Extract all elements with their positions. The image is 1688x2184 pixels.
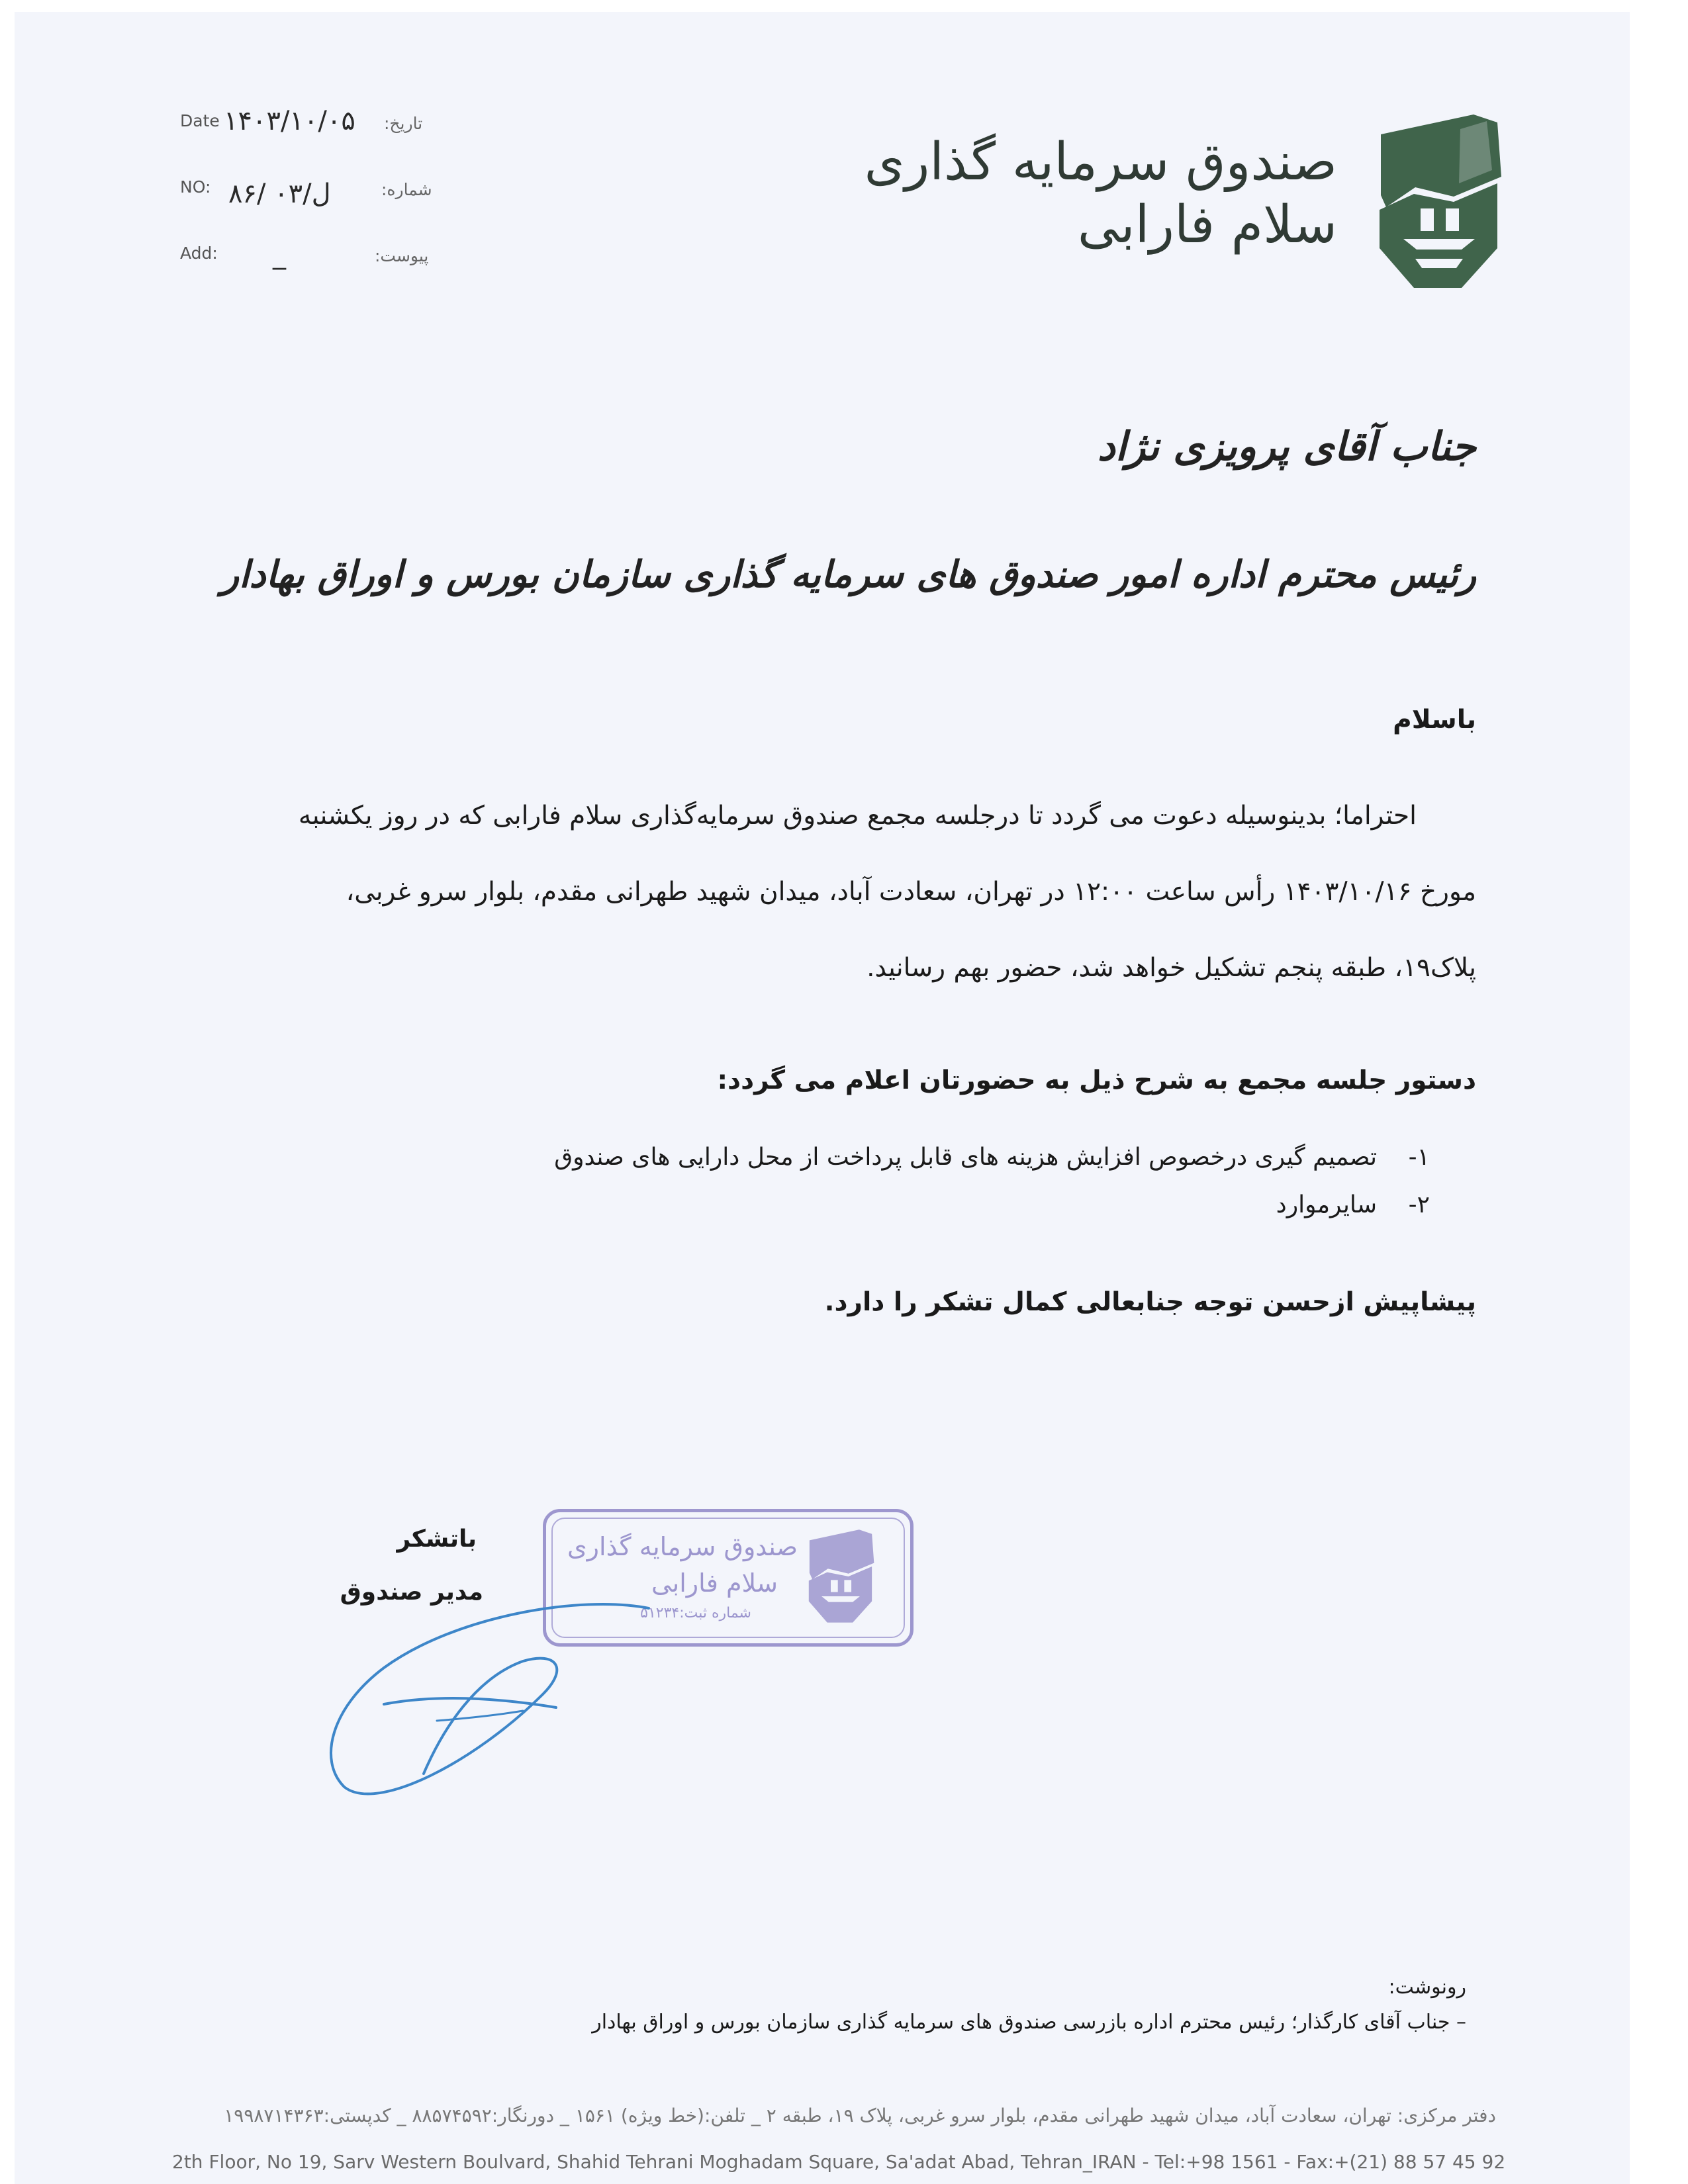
footer-address-fa: دفتر مرکزی: تهران، سعادت آباد، میدان شهید طهرانی مقدم، بلوار سرو غربی، پلاک ۱۹، طبقه ۲ _ تلفن:(خط ویژه) ۱۵۶۱ _ دورنگار:۸۸۵۷۴۵۹۲ _ کدپستی:۱۹۹۸۷۱۴۳۶۳ <box>224 2105 1496 2126</box>
addressee-title: رئیس محترم اداره امور صندوق های سرمایه گذاری سازمان بورس و اوراق بهادار <box>220 553 1476 596</box>
addressee-name: جناب آقای پرویزی نژاد <box>1098 424 1476 470</box>
attachment-value: _ <box>273 240 286 270</box>
number-label-en: NO: <box>180 177 211 197</box>
cc-line: – جناب آقای کارگذار؛ رئیس محترم اداره بازرسی صندوق های سرمایه گذاری سازمان بورس و اوراق بهادار <box>592 2011 1466 2034</box>
signoff-thanks: باتشکر <box>397 1525 477 1553</box>
agenda-item-1-text: تصمیم گیری درخصوص افزایش هزینه های قابل پرداخت از محل دارایی های صندوق <box>554 1144 1377 1171</box>
attachment-label-en: Add: <box>180 244 218 263</box>
agenda-item-1-number: ۱- <box>1408 1144 1430 1171</box>
date-label-en: Date <box>180 111 220 130</box>
number-label-fa: شماره: <box>381 180 432 199</box>
date-label-fa: تاریخ: <box>384 114 423 133</box>
footer-address-en: 2th Floor, No 19, Sarv Western Boulvard, Shahid Tehrani Moghadam Square, Sa'adat Abad, Tehran_IRAN - Tel:+98 1561 - Fax:+(21) 88 57 45 92 <box>172 2151 1506 2173</box>
agenda-item-2-number: ۲- <box>1408 1191 1430 1218</box>
agenda-heading: دستور جلسه مجمع به شرح ذیل به حضورتان اعلام می گردد: <box>717 1066 1476 1095</box>
stamp-line-2: سلام فارابی <box>651 1569 778 1598</box>
stamp-registration: شماره ثبت:۵۱۲۳۴ <box>640 1605 751 1621</box>
closing-sentence: پیشاپیش ازحسن توجه جنابعالی کمال تشکر را دارد. <box>824 1287 1476 1317</box>
date-value: ۱۴۰۳/۱۰/۰۵ <box>224 106 355 136</box>
paragraph-line-3: پلاک۱۹، طبقه پنجم تشکیل خواهد شد، حضور بهم رسانید. <box>867 953 1476 983</box>
brand-name-line1: صندوق سرمایه گذاری <box>864 132 1337 192</box>
cc-label: رونوشت: <box>1388 1976 1466 1999</box>
paragraph-line-2: مورخ ۱۴۰۳/۱۰/۱۶ رأس ساعت ۱۲:۰۰ در تهران، سعادت آباد، میدان شهید طهرانی مقدم، بلوار سرو غربی، <box>346 877 1476 907</box>
number-value: ۸۶/ ل/۰۳ <box>228 179 331 209</box>
stamp-logo-icon <box>804 1527 877 1626</box>
brand-name-line2: سلام فارابی <box>1077 195 1337 255</box>
letter-paper <box>15 12 1630 2184</box>
stamp-line-1: صندوق سرمایه گذاری <box>567 1532 798 1561</box>
paragraph-line-1: احتراما؛ بدینوسیله دعوت می گردد تا درجلسه مجمع صندوق سرمایه‌گذاری سلام فارابی که در روز یکشنبه <box>298 801 1417 831</box>
handwritten-signature <box>305 1588 675 1813</box>
agenda-item-2-text: سایرموارد <box>1276 1191 1377 1218</box>
greeting: باسلام <box>1393 705 1476 735</box>
brand-logo-icon <box>1374 109 1504 295</box>
signoff-role: مدیر صندوق <box>340 1578 483 1606</box>
attachment-label-fa: پیوست: <box>375 246 429 265</box>
